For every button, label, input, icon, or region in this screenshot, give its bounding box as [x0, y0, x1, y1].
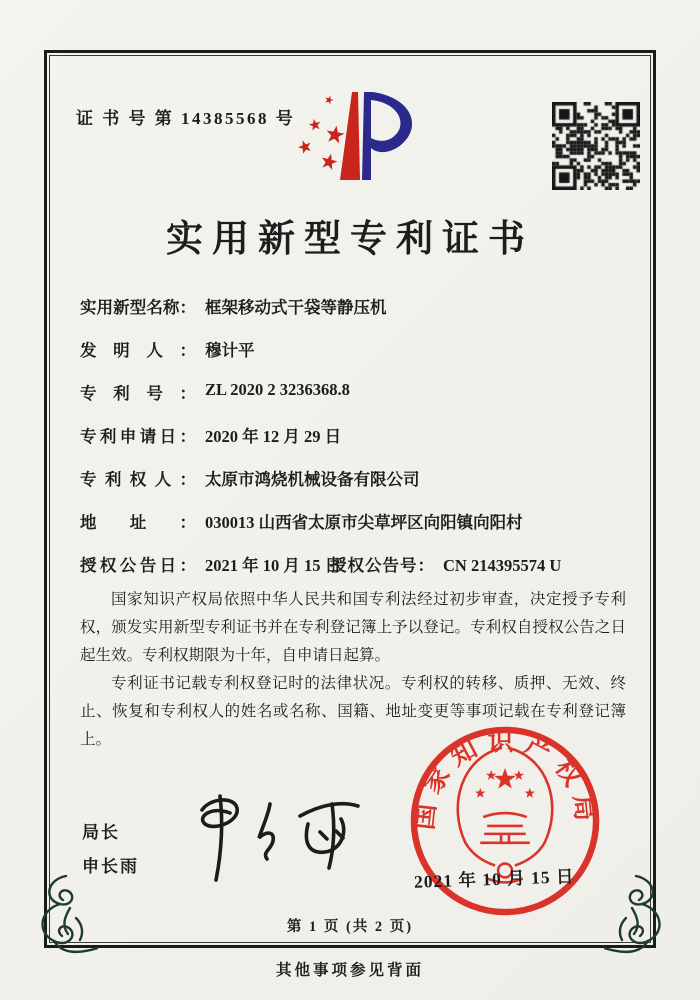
corner-flourish-icon — [604, 874, 676, 966]
director-name: 申长雨 — [82, 857, 139, 876]
field-label: 专利号： — [80, 384, 196, 403]
field-label: 地址： — [80, 513, 196, 532]
field-label: 实用新型名称： — [80, 298, 196, 317]
field-value: 太原市鸿烧机械设备有限公司 — [205, 470, 420, 489]
footer-note: 其他事项参见背面 — [275, 962, 424, 979]
field-label: 发明人： — [80, 341, 196, 360]
field-row-name — [80, 294, 640, 337]
field-value: 穆计平 — [205, 341, 255, 360]
grant-date-label: 授权公告日： — [80, 556, 196, 575]
certificate-number: 证 书 号 第 14385568 号 — [76, 109, 296, 128]
grant-date-value: 2021 年 10 月 15 日 — [205, 556, 342, 575]
cnipa-logo-icon — [272, 84, 430, 198]
seal-date: 2021 年 10 月 15 日 — [413, 866, 575, 892]
director-title: 局长 — [82, 823, 120, 842]
field-value: 030013 山西省太原市尖草坪区向阳镇向阳村 — [205, 513, 523, 532]
corner-flourish-icon — [26, 874, 98, 966]
field-row-patentee — [80, 466, 640, 509]
page-number: 第 1 页 (共 2 页) — [286, 919, 414, 935]
body-paragraph: 国家知识产权局依照中华人民共和国专利法经过初步审查，决定授予专利权，颁发实用新型专利证书并在专利登记簿上予以登记。专利权自授权公告之日起生效。专利权期限为十年，自申请日起算。 — [80, 591, 626, 664]
field-label: 专利申请日： — [80, 427, 196, 446]
field-value: 2020 年 12 月 29 日 — [205, 427, 342, 446]
body-paragraph: 专利证书记载专利权登记时的法律状况。专利权的转移、质押、无效、终止、恢复和专利权人的姓名或名称、国籍、地址变更等事项记载在专利登记簿上。 — [80, 675, 626, 748]
grant-number-value: CN 214395574 U — [443, 556, 562, 575]
qr-code — [552, 102, 640, 190]
field-value: 框架移动式干袋等静压机 — [205, 298, 387, 317]
seal-text: 国家知识产权局 — [409, 726, 601, 832]
field-label: 专利权人： — [80, 470, 196, 489]
seal-national-emblem — [475, 768, 535, 798]
field-value: ZL 2020 2 3236368.8 — [205, 380, 350, 399]
grant-number-pair — [330, 552, 561, 576]
certificate-fields — [80, 294, 640, 595]
grant-number-label: 授权公告号： — [330, 556, 434, 575]
field-row-filing-date — [80, 423, 640, 466]
field-row-address — [80, 509, 640, 552]
director-signature-icon — [182, 786, 382, 886]
field-row-inventor — [80, 337, 640, 380]
certificate-title: 实用新型专利证书 — [166, 219, 534, 260]
field-row-patent-no — [80, 380, 640, 423]
logo-p-shape — [362, 92, 412, 180]
